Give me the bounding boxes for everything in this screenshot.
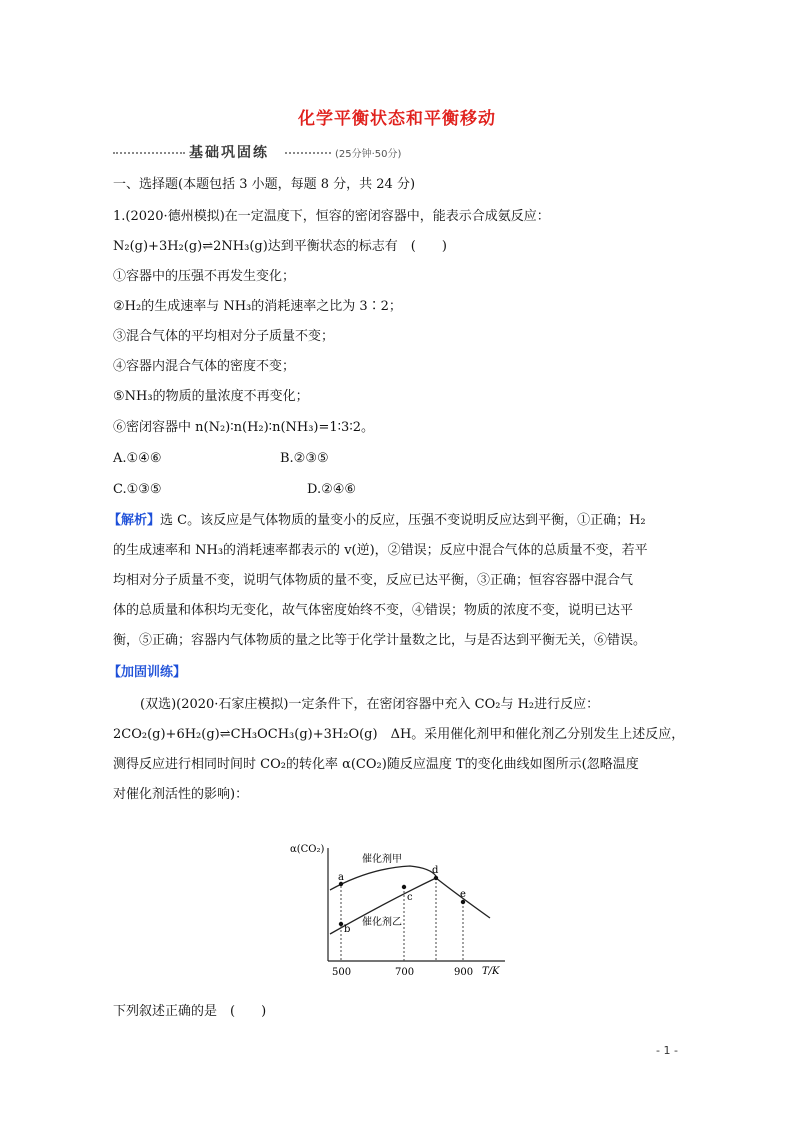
document-title: 化学平衡状态和平衡移动 <box>298 109 496 129</box>
q1-option-d: D.②④⑥ <box>307 482 357 497</box>
label-d: d <box>432 865 439 876</box>
y-axis-label: α(CO₂) <box>290 844 325 855</box>
q1-option-c: C.①③⑤ <box>113 482 162 497</box>
label-e: e <box>460 889 466 900</box>
q1-item-6: ⑥密闭容器中 n(N₂)∶n(H₂)∶n(NH₃)=1∶3∶2。 <box>113 420 374 435</box>
analysis-text-1: 选 C。该反应是气体物质的量变小的反应，压强不变说明反应达到平衡，①正确；H₂ <box>160 513 646 528</box>
reinforce-tag-text: 【加固训练】 <box>108 665 187 680</box>
label-b: b <box>344 924 351 935</box>
q1-option-a: A.①④⑥ <box>113 451 162 466</box>
page-number: - 1 - <box>656 1044 678 1057</box>
legend-catalyst-yi: 催化剂乙 <box>362 917 402 928</box>
analysis-line-5: 衡，⑤正确；容器内气体物质的量之比等于化学计量数之比，与是否达到平衡无关，⑥错误。 <box>113 633 647 648</box>
banner-divider-right <box>285 152 331 154</box>
analysis-line-3: 均相对分子质量不变，说明气体物质的量不变，反应已达平衡，③正确；恒容容器中混合气 <box>113 573 634 588</box>
q1-item-2: ②H₂的生成速率与 NH₃的消耗速率之比为 3∶2； <box>113 299 402 314</box>
reinforce-line-2: 2CO₂(g)+6H₂(g)⇌CH₃OCH₃(g)+3H₂O(g) ΔH。采用催化剂甲和催化剂乙分别发生上述反应， <box>113 727 685 742</box>
point-d <box>434 876 438 880</box>
q1-item-4: ④容器内混合气体的密度不变； <box>113 359 296 374</box>
section-banner <box>113 142 713 164</box>
question-prompt: 下列叙述正确的是 ( ) <box>113 1004 267 1019</box>
banner-label: 基础巩固练 <box>189 145 269 161</box>
legend-catalyst-jia: 催化剂甲 <box>362 854 402 865</box>
x-axis-label: T/K <box>482 966 500 977</box>
reinforce-line-3: 测得反应进行相同时间时 CO₂的转化率 α(CO₂)随反应温度 T的变化曲线如图所示(忽略温度 <box>113 757 639 772</box>
section-heading: 一、选择题(本题包括 3 小题，每题 8 分，共 24 分) <box>113 177 416 192</box>
analysis-tag: 【解析】 <box>108 513 161 528</box>
analysis-line-4: 体的总质量和体积均无变化，故气体密度始终不变，④错误；物质的浓度不变，说明已达平 <box>113 603 634 618</box>
label-a: a <box>338 872 344 883</box>
point-b <box>339 922 343 926</box>
label-c: c <box>407 892 413 903</box>
x-tick-900: 900 <box>454 967 474 978</box>
x-tick-500: 500 <box>332 967 352 978</box>
q1-item-1: ①容器中的压强不再发生变化； <box>113 269 296 284</box>
q1-stem-line-2: N₂(g)+3H₂(g)⇌2NH₃(g)达到平衡状态的标志有 ( ) <box>113 239 447 254</box>
reinforce-line-1: (双选)(2020·石家庄模拟)一定条件下，在密闭容器中充入 CO₂与 H₂进行反应： <box>140 697 600 712</box>
q1-item-3: ③混合气体的平均相对分子质量不变； <box>113 329 335 344</box>
q1-option-b: B.②③⑤ <box>280 451 329 466</box>
x-tick-700: 700 <box>395 967 415 978</box>
reinforce-tag <box>108 664 186 682</box>
reinforce-line-4: 对催化剂活性的影响)： <box>113 787 249 802</box>
point-c <box>402 885 406 889</box>
banner-time-score: (25分钟·50分) <box>335 149 402 160</box>
q1-stem-line-1: 1.(2020·德州模拟)在一定温度下，恒容的密闭容器中，能表示合成氨反应： <box>113 209 550 224</box>
q1-item-5: ⑤NH₃的物质的量浓度不再变化； <box>113 389 309 404</box>
conversion-chart <box>290 838 520 978</box>
point-e <box>461 900 465 904</box>
analysis-line-1 <box>108 512 646 530</box>
analysis-line-2: 的生成速率和 NH₃的消耗速率都表示的 v(逆)，②错误；反应中混合气体的总质量不变，若平 <box>113 543 648 558</box>
curve-catalyst-yi <box>330 878 490 934</box>
banner-divider-left <box>113 152 185 154</box>
